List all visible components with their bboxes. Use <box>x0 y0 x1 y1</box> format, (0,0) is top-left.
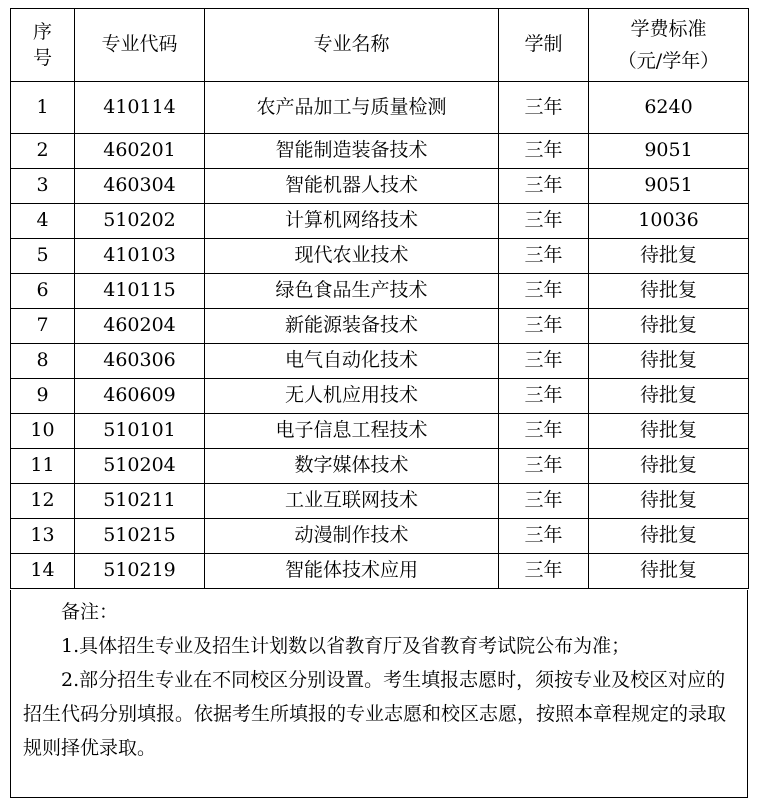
cell-duration: 三年 <box>499 239 589 274</box>
cell-index: 8 <box>11 344 75 379</box>
cell-code: 510202 <box>75 204 205 239</box>
cell-duration: 三年 <box>499 344 589 379</box>
cell-index: 11 <box>11 449 75 484</box>
cell-fee: 待批复 <box>589 554 749 589</box>
cell-name: 电子信息工程技术 <box>205 414 499 449</box>
cell-index: 12 <box>11 484 75 519</box>
header-index: 序号 <box>11 9 75 82</box>
cell-index: 5 <box>11 239 75 274</box>
cell-name: 智能体技术应用 <box>205 554 499 589</box>
notes-section <box>10 590 748 798</box>
cell-code: 460201 <box>75 134 205 169</box>
cell-fee: 9051 <box>589 169 749 204</box>
cell-fee: 待批复 <box>589 449 749 484</box>
cell-fee: 待批复 <box>589 519 749 554</box>
header-name: 专业名称 <box>205 9 499 82</box>
table-row <box>11 414 749 449</box>
cell-duration: 三年 <box>499 484 589 519</box>
cell-duration: 三年 <box>499 449 589 484</box>
cell-code: 460306 <box>75 344 205 379</box>
table-row <box>11 554 749 589</box>
cell-duration: 三年 <box>499 274 589 309</box>
cell-code: 510219 <box>75 554 205 589</box>
cell-code: 510211 <box>75 484 205 519</box>
cell-index: 3 <box>11 169 75 204</box>
cell-fee: 待批复 <box>589 274 749 309</box>
table-header-row <box>11 9 749 82</box>
table-row <box>11 204 749 239</box>
cell-fee: 10036 <box>589 204 749 239</box>
note-item-2: 2.部分招生专业在不同校区分别设置。考生填报志愿时，须按专业及校区对应的招生代码分别填报。依据考生所填报的专业志愿和校区志愿，按照本章程规定的录取规则择优录取。 <box>23 669 727 759</box>
table-row <box>11 309 749 344</box>
cell-name: 智能机器人技术 <box>205 169 499 204</box>
cell-index: 4 <box>11 204 75 239</box>
cell-name: 现代农业技术 <box>205 239 499 274</box>
cell-name: 智能制造装备技术 <box>205 134 499 169</box>
cell-name: 数字媒体技术 <box>205 449 499 484</box>
majors-table <box>10 8 749 589</box>
cell-duration: 三年 <box>499 204 589 239</box>
cell-fee: 待批复 <box>589 309 749 344</box>
cell-code: 460609 <box>75 379 205 414</box>
cell-code: 510215 <box>75 519 205 554</box>
cell-duration: 三年 <box>499 82 589 134</box>
table-row <box>11 239 749 274</box>
table-row <box>11 379 749 414</box>
header-code: 专业代码 <box>75 9 205 82</box>
cell-index: 9 <box>11 379 75 414</box>
cell-fee: 待批复 <box>589 239 749 274</box>
cell-name: 计算机网络技术 <box>205 204 499 239</box>
cell-fee: 待批复 <box>589 414 749 449</box>
cell-code: 460204 <box>75 309 205 344</box>
cell-fee: 9051 <box>589 134 749 169</box>
header-duration: 学制 <box>499 9 589 82</box>
cell-duration: 三年 <box>499 134 589 169</box>
table-row <box>11 274 749 309</box>
cell-code: 410103 <box>75 239 205 274</box>
notes-label: 备注： <box>61 601 119 623</box>
cell-index: 14 <box>11 554 75 589</box>
cell-index: 10 <box>11 414 75 449</box>
header-fee-line1: 学费标准 <box>630 18 707 40</box>
cell-index: 13 <box>11 519 75 554</box>
cell-code: 410115 <box>75 274 205 309</box>
table-row <box>11 344 749 379</box>
cell-code: 460304 <box>75 169 205 204</box>
table-row <box>11 169 749 204</box>
cell-index: 2 <box>11 134 75 169</box>
cell-fee: 6240 <box>589 82 749 134</box>
cell-duration: 三年 <box>499 414 589 449</box>
table-row <box>11 449 749 484</box>
cell-name: 电气自动化技术 <box>205 344 499 379</box>
cell-name: 农产品加工与质量检测 <box>205 82 499 134</box>
table-row <box>11 519 749 554</box>
cell-duration: 三年 <box>499 554 589 589</box>
cell-index: 6 <box>11 274 75 309</box>
cell-name: 动漫制作技术 <box>205 519 499 554</box>
header-fee-line2: （元/学年） <box>617 50 720 72</box>
cell-fee: 待批复 <box>589 484 749 519</box>
table-row <box>11 82 749 134</box>
cell-duration: 三年 <box>499 519 589 554</box>
cell-name: 绿色食品生产技术 <box>205 274 499 309</box>
cell-code: 410114 <box>75 82 205 134</box>
cell-name: 无人机应用技术 <box>205 379 499 414</box>
table-row <box>11 134 749 169</box>
cell-duration: 三年 <box>499 169 589 204</box>
cell-index: 7 <box>11 309 75 344</box>
cell-fee: 待批复 <box>589 379 749 414</box>
cell-fee: 待批复 <box>589 344 749 379</box>
cell-duration: 三年 <box>499 379 589 414</box>
cell-code: 510204 <box>75 449 205 484</box>
cell-index: 1 <box>11 82 75 134</box>
note-item-1: 1.具体招生专业及招生计划数以省教育厅及省教育考试院公布为准； <box>61 635 631 657</box>
table-body <box>11 82 749 589</box>
cell-name: 工业互联网技术 <box>205 484 499 519</box>
cell-code: 510101 <box>75 414 205 449</box>
header-fee <box>589 9 749 82</box>
cell-duration: 三年 <box>499 309 589 344</box>
cell-name: 新能源装备技术 <box>205 309 499 344</box>
table-row <box>11 484 749 519</box>
